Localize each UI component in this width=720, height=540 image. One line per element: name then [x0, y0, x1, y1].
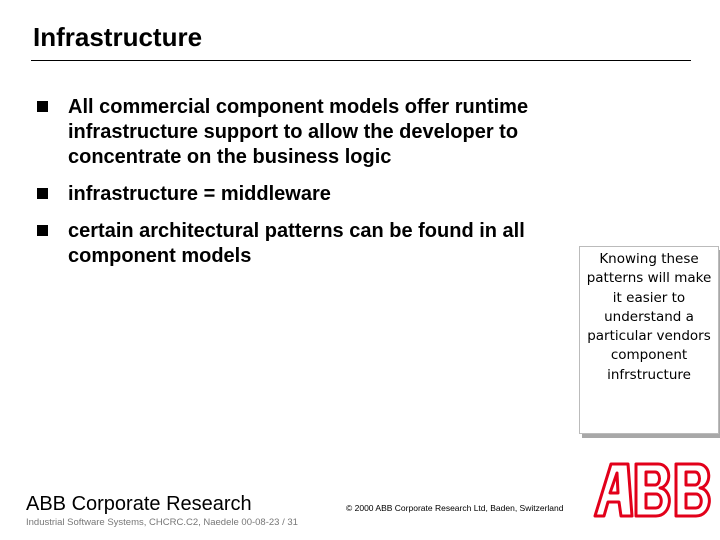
bullet-item [37, 182, 577, 207]
callout-note: Knowing these patterns will make it easier to understand a particular vendors component infrstructure [579, 246, 719, 434]
footer-copyright: © 2000 ABB Corporate Research Ltd, Baden, Switzerland [346, 503, 564, 513]
bullet-text: infrastructure = middleware [68, 183, 331, 205]
abb-logo [592, 458, 714, 520]
logo-letter-b1 [636, 464, 669, 516]
bullet-list [37, 95, 577, 281]
title-divider [31, 60, 691, 61]
square-bullet-icon [37, 225, 48, 236]
footer-subline: Industrial Software Systems, CHCRC.C2, Naedele 00-08-23 / 31 [26, 517, 298, 528]
slide-title: Infrastructure [33, 22, 203, 52]
bullet-item [37, 219, 577, 269]
square-bullet-icon [37, 101, 48, 112]
logo-letter-a [595, 464, 632, 516]
bullet-text: All commercial component models offer runtime infrastructure support to allow the developer to concentrate on the business logic [68, 96, 529, 168]
square-bullet-icon [37, 188, 48, 199]
bullet-text: certain architectural patterns can be found in all component models [68, 220, 525, 267]
bullet-item [37, 95, 577, 170]
logo-letter-b2 [676, 464, 709, 516]
footer-brand: ABB Corporate Research [26, 493, 252, 515]
